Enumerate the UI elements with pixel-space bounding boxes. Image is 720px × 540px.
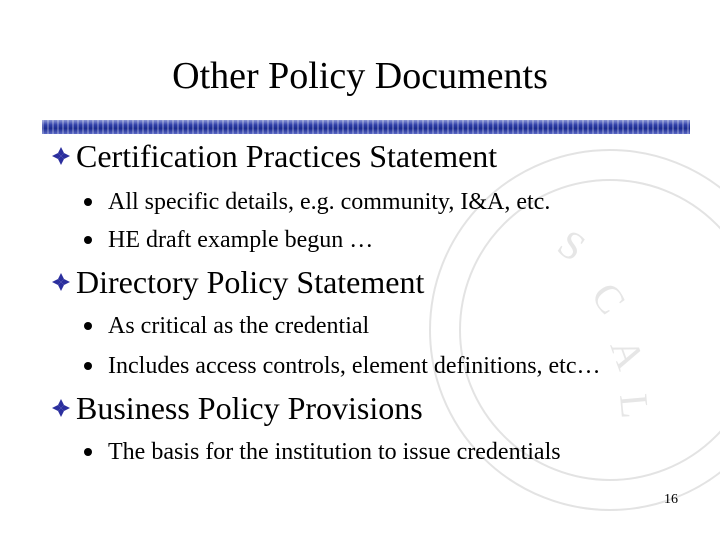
svg-text:S: S xyxy=(549,220,594,271)
title-divider-bar xyxy=(42,120,690,134)
sub-bullet xyxy=(84,188,550,216)
sub-bullet-text: As critical as the credential xyxy=(108,313,370,339)
sub-bullet-text: Includes access controls, element definitions, etc… xyxy=(108,353,601,379)
svg-text:L: L xyxy=(611,391,658,421)
round-bullet-icon xyxy=(84,448,92,456)
diamond-flower-bullet-icon xyxy=(50,397,72,419)
bullet-text: Directory Policy Statement xyxy=(76,264,425,300)
round-bullet-icon xyxy=(84,236,92,244)
sub-bullet-text: All specific details, e.g. community, I&A, etc. xyxy=(108,189,551,215)
round-bullet-icon xyxy=(84,362,92,370)
round-bullet-icon xyxy=(84,198,92,206)
bullet-directory-policy xyxy=(50,264,424,300)
bullet-text: Certification Practices Statement xyxy=(76,138,498,174)
bullet-text: Business Policy Provisions xyxy=(76,390,423,426)
diamond-flower-bullet-icon xyxy=(50,271,72,293)
svg-text:C: C xyxy=(582,274,635,323)
slide-title: Other Policy Documents xyxy=(172,55,548,97)
sub-bullet-text: The basis for the institution to issue credentials xyxy=(108,439,561,465)
sub-bullet xyxy=(84,438,561,466)
diamond-flower-bullet-icon xyxy=(50,145,72,167)
page-number: 16 xyxy=(664,492,678,507)
bullet-business-policy xyxy=(50,390,423,426)
sub-bullet xyxy=(84,312,369,340)
svg-text:A: A xyxy=(601,332,654,376)
sub-bullet xyxy=(84,226,373,254)
bullet-certification-practices xyxy=(50,138,497,174)
round-bullet-icon xyxy=(84,322,92,330)
sub-bullet xyxy=(84,352,601,380)
sub-bullet-text: HE draft example begun … xyxy=(108,227,374,253)
